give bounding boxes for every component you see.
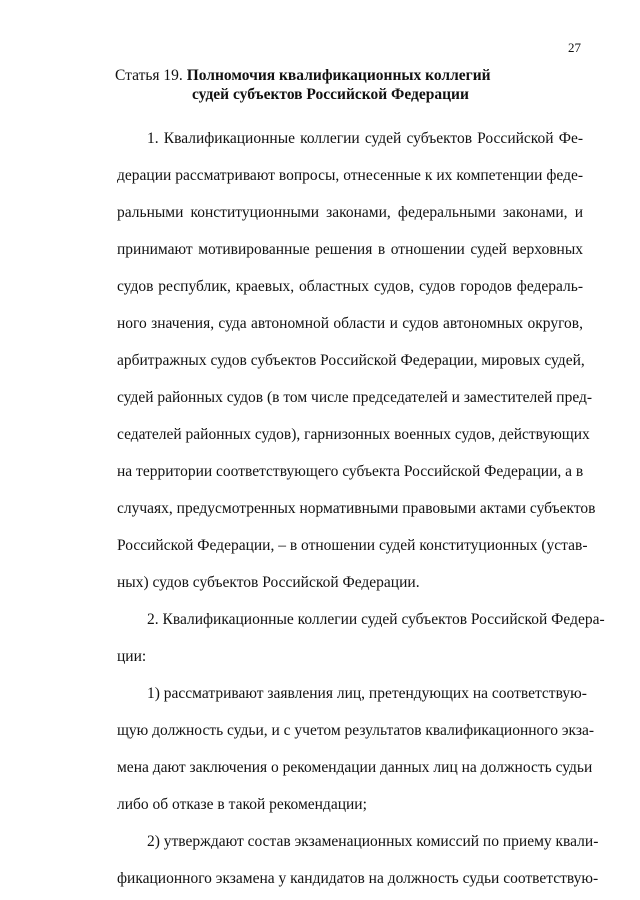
text-line: на территории соответствующего субъекта Российской Федерации, а в: [117, 463, 584, 480]
text-line: арбитражных судов субъектов Российской Федерации, мировых судей,: [117, 352, 585, 369]
text-line: ции:: [117, 648, 147, 665]
text-line: ных) судов субъектов Российской Федерации.: [117, 574, 420, 591]
text-line: 1. Квалификационные коллегии судей субъектов Российской Фе-: [147, 130, 583, 147]
text-line: щую должность судьи, и с учетом результатов квалификационного экза-: [117, 722, 595, 739]
article-number: Статья 19.: [115, 67, 183, 84]
text-line: 2. Квалификационные коллегии судей субъектов Российской Федера-: [147, 611, 605, 628]
text-line: дерации рассматривают вопросы, отнесенные к их компетенции феде-: [117, 167, 583, 184]
text-line: ральными конституционными законами, федеральными законами, и: [117, 204, 583, 221]
text-line: фикационного экзамена у кандидатов на должность судьи соответствую-: [117, 870, 599, 887]
text-line: судов республик, краевых, областных судов, судов городов федераль-: [117, 278, 583, 295]
text-line: судей районных судов (в том числе председателей и заместителей пред-: [117, 389, 593, 406]
page-number: 27: [568, 40, 581, 55]
heading-line-2: [192, 85, 469, 104]
text-line: 2) утверждают состав экзаменационных комиссий по приему квали-: [147, 833, 599, 850]
text-line: ного значения, суда автономной области и судов автономных округов,: [117, 315, 583, 332]
text-line: мена дают заключения о рекомендации данных лиц на должность судьи: [117, 759, 593, 776]
heading-line-1: [115, 66, 491, 85]
article-title-line-1: Полномочия квалификационных коллегий: [186, 67, 491, 84]
text-line: случаях, предусмотренных нормативными правовыми актами субъектов: [117, 500, 596, 517]
text-line: Российской Федерации, – в отношении судей конституционных (устав-: [117, 537, 588, 554]
text-line: седателей районных судов), гарнизонных военных судов, действующих: [117, 426, 590, 443]
article-title-line-2: судей субъектов Российской Федерации: [192, 86, 469, 103]
text-line: принимают мотивированные решения в отношении судей верховных: [117, 241, 583, 258]
text-line: либо об отказе в такой рекомендации;: [117, 796, 367, 813]
text-line: 1) рассматривают заявления лиц, претендующих на соответствую-: [147, 685, 587, 702]
